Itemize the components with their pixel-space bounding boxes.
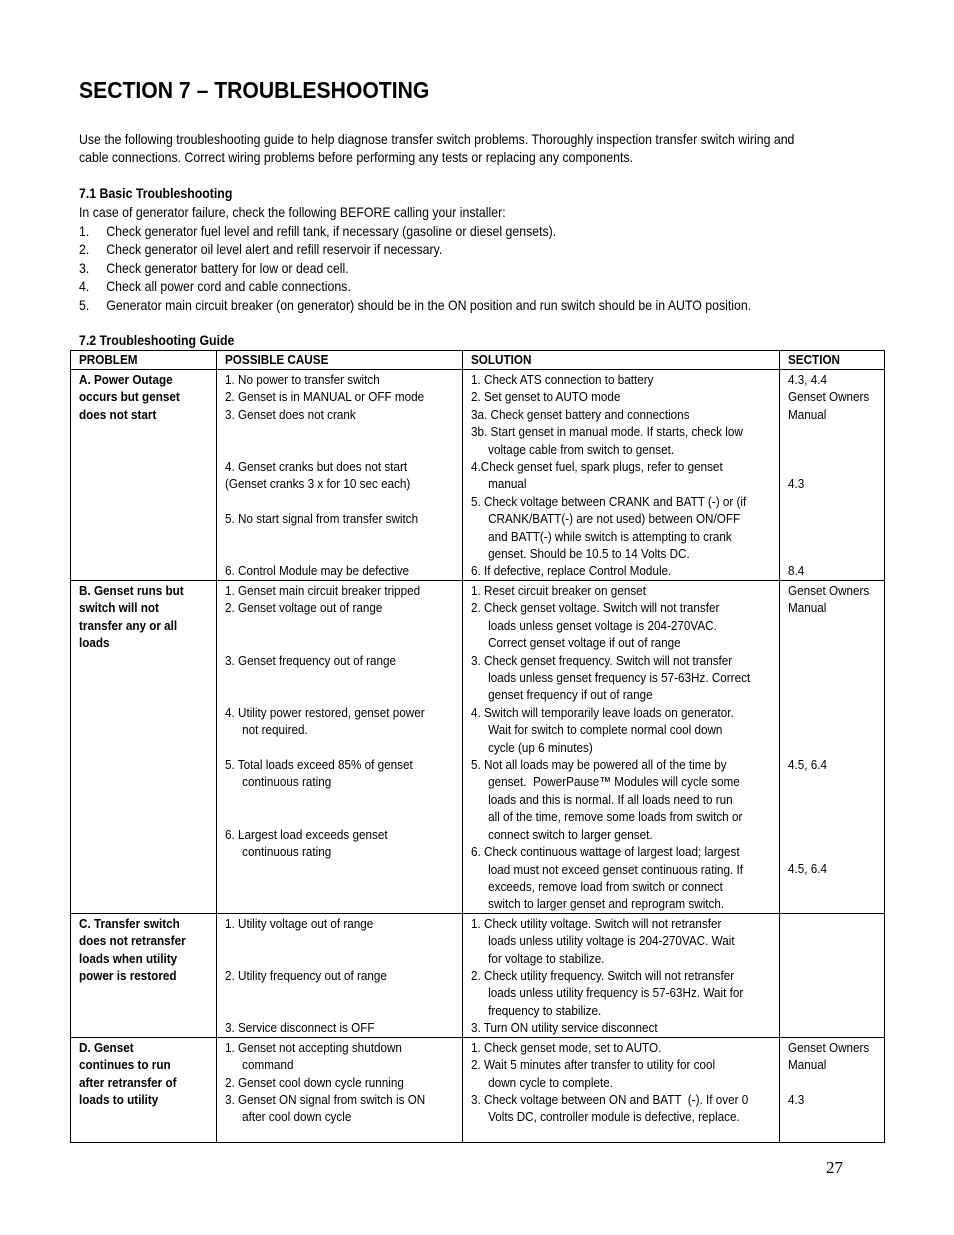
- cell-line: genset. PowerPause™ Modules will cycle some: [488, 774, 740, 790]
- troubleshooting-guide-heading: 7.2 Troubleshooting Guide: [79, 332, 235, 348]
- cell-line: genset frequency if out of range: [488, 687, 653, 703]
- cell-line: 5. Not all loads may be powered all of the time by: [471, 757, 727, 773]
- cell-line: D. Genset: [79, 1039, 134, 1055]
- cell-line: frequency to stabilize.: [488, 1002, 602, 1018]
- cell-line: switch to larger genset and reprogram switch.: [488, 896, 725, 912]
- cell-line: 1. Utility voltage out of range: [225, 915, 374, 931]
- list-text: Check generator oil level alert and refill reservoir if necessary.: [106, 241, 443, 258]
- cell-line: [225, 441, 456, 458]
- cell-line: 4.5, 6.4: [788, 861, 828, 877]
- cell-line: [788, 721, 878, 738]
- table-header-row: [71, 351, 885, 370]
- cell-line: 6. Largest load exceeds genset: [225, 826, 388, 842]
- cell-line: 1. Check utility voltage. Switch will not retransfer: [471, 915, 722, 931]
- cause-cell-content: [225, 915, 456, 1037]
- cell-line: 2. Set genset to AUTO mode: [471, 389, 621, 405]
- cell-line: 4.3, 4.4: [788, 372, 828, 387]
- problem-cell-content: [79, 1039, 210, 1109]
- list-number: 1.: [79, 223, 90, 239]
- cell-line: [788, 634, 878, 651]
- cell-line: 5. Check voltage between CRANK and BATT (-) or (if: [471, 493, 747, 509]
- cell-line: Manual: [788, 406, 827, 422]
- problem-cell-content: [79, 371, 210, 423]
- cell-line: 4.5, 6.4: [788, 756, 828, 772]
- cell-line: occurs but genset: [79, 389, 180, 405]
- cell-line: [788, 669, 878, 686]
- cell-line: continues to run: [79, 1057, 171, 1073]
- cell-line: 8.4: [788, 563, 805, 579]
- cell-line: 1. Check genset mode, set to AUTO.: [471, 1039, 662, 1055]
- header-label: SOLUTION: [471, 352, 532, 367]
- list-item: [79, 296, 751, 314]
- page-number: 27: [826, 1158, 843, 1177]
- section-cell: [780, 581, 885, 914]
- cell-line: for voltage to stabilize.: [488, 950, 605, 966]
- cell-line: [225, 739, 456, 756]
- cell-line: [788, 652, 878, 669]
- cell-line: [225, 686, 456, 703]
- cell-line: [788, 493, 878, 510]
- cell-line: manual: [488, 476, 527, 492]
- list-text: Generator main circuit breaker (on generator) should be in the ON position and run switch should be in AUTO position.: [106, 296, 752, 313]
- cell-line: [225, 617, 456, 634]
- cell-line: [788, 423, 878, 440]
- cell-line: loads: [79, 635, 110, 651]
- list-item: [79, 240, 751, 258]
- list-number: 5.: [79, 296, 90, 313]
- cell-line: [788, 773, 878, 790]
- cell-line: 3. Turn ON utility service disconnect: [471, 1020, 658, 1036]
- cell-line: [225, 984, 456, 1001]
- cell-line: [788, 686, 878, 703]
- cell-line: [225, 808, 456, 825]
- list-number: 2.: [79, 241, 90, 258]
- cell-line: [788, 808, 878, 825]
- cell-line: [788, 441, 878, 458]
- cell-line: Wait for switch to complete normal cool down: [488, 722, 723, 738]
- cell-line: power is restored: [79, 967, 177, 983]
- cell-line: Manual: [788, 600, 827, 616]
- table-row: [71, 913, 885, 1037]
- cell-line: [225, 669, 456, 686]
- header-label: PROBLEM: [79, 352, 138, 367]
- section-cell-content: [788, 582, 878, 878]
- cell-line: loads unless genset frequency is 57-63Hz. Correct: [488, 670, 751, 686]
- cell-line: 4. Utility power restored, genset power: [225, 704, 425, 720]
- cell-line: 3. Genset ON signal from switch is ON: [225, 1091, 426, 1107]
- list-number: 4.: [79, 278, 90, 295]
- table-row: [71, 581, 885, 914]
- cell-line: does not start: [79, 406, 157, 422]
- intro-paragraph: [79, 130, 794, 167]
- cell-line: down cycle to complete.: [488, 1074, 613, 1090]
- cell-line: 1. Genset not accepting shutdown: [225, 1039, 402, 1055]
- problem-cell: [71, 370, 217, 581]
- solution-cell-content: [471, 915, 773, 1037]
- solution-cell-content: [471, 1039, 773, 1126]
- cell-line: cycle (up 6 minutes): [488, 739, 593, 755]
- cell-line: 1. Reset circuit breaker on genset: [471, 583, 646, 598]
- cell-line: C. Transfer switch: [79, 915, 180, 931]
- cause-cell-content: [225, 371, 456, 580]
- cell-line: after retransfer of: [79, 1074, 177, 1090]
- cell-line: [225, 634, 456, 651]
- cell-line: 2. Check utility frequency. Switch will not retransfer: [471, 967, 735, 983]
- cell-line: all of the time, remove some loads from switch or: [488, 809, 743, 825]
- header-label: POSSIBLE CAUSE: [225, 352, 329, 367]
- cell-line: 4.Check genset fuel, spark plugs, refer to genset: [471, 459, 723, 475]
- cell-line: [225, 423, 456, 440]
- cell-line: [788, 545, 878, 562]
- cell-line: 6. Control Module may be defective: [225, 563, 410, 579]
- cell-line: voltage cable from switch to genset.: [488, 441, 675, 457]
- cell-line: [788, 739, 878, 756]
- list-number: 3.: [79, 259, 90, 276]
- solution-cell-content: [471, 371, 773, 580]
- cell-line: genset. Should be 10.5 to 14 Volts DC.: [488, 546, 690, 562]
- cell-line: [788, 458, 878, 475]
- cell-line: [788, 617, 878, 634]
- basic-checklist: [79, 222, 751, 314]
- section-cell-content: [788, 1039, 878, 1109]
- problem-cell: [71, 581, 217, 914]
- cell-line: [225, 1002, 456, 1019]
- cell-line: 6. Check continuous wattage of largest load; largest: [471, 844, 740, 860]
- cell-line: 2. Genset is in MANUAL or OFF mode: [225, 389, 425, 405]
- cell-line: loads unless genset voltage is 204-270VAC.: [488, 617, 717, 633]
- cell-line: and BATT(-) while switch is attempting to crank: [488, 528, 732, 544]
- troubleshooting-table: [70, 350, 885, 1143]
- basic-troubleshooting-lead: In case of generator failure, check the following BEFORE calling your installer:: [79, 204, 506, 220]
- cell-line: 3b. Start genset in manual mode. If starts, check low: [471, 424, 743, 440]
- cell-line: 3. Service disconnect is OFF: [225, 1020, 375, 1036]
- cell-line: Correct genset voltage if out of range: [488, 635, 681, 651]
- cell-line: [225, 932, 456, 949]
- cause-cell-content: [225, 1039, 456, 1126]
- cell-line: 1. Genset main circuit breaker tripped: [225, 583, 421, 598]
- intro-line: cable connections. Correct wiring problems before performing any tests or replacing any components.: [79, 149, 634, 166]
- cell-line: [788, 1074, 878, 1091]
- cell-line: 1. Check ATS connection to battery: [471, 372, 654, 387]
- cause-cell: [217, 581, 463, 914]
- cell-line: transfer any or all: [79, 617, 178, 633]
- cell-line: 3a. Check genset battery and connections: [471, 406, 690, 422]
- cell-line: Manual: [788, 1057, 827, 1073]
- problem-cell: [71, 1037, 217, 1142]
- solution-cell: [463, 370, 780, 581]
- cell-line: 2. Genset voltage out of range: [225, 600, 383, 616]
- cell-line: not required.: [242, 722, 308, 738]
- cell-line: 4. Switch will temporarily leave loads on generator.: [471, 704, 734, 720]
- cell-line: Genset Owners: [788, 1039, 870, 1055]
- table-row: [71, 370, 885, 581]
- cell-line: [225, 545, 456, 562]
- cell-line: 2. Wait 5 minutes after transfer to utility for cool: [471, 1057, 716, 1073]
- cell-line: [788, 704, 878, 721]
- cell-line: [788, 510, 878, 527]
- cell-line: loads unless utility frequency is 57-63Hz. Wait for: [488, 985, 744, 1001]
- cell-line: Genset Owners: [788, 389, 870, 405]
- cell-line: [788, 528, 878, 545]
- basic-troubleshooting-heading: 7.1 Basic Troubleshooting: [79, 185, 233, 201]
- cell-line: B. Genset runs but: [79, 583, 184, 598]
- cell-line: loads when utility: [79, 950, 178, 966]
- cell-line: [788, 791, 878, 808]
- cell-line: 3. Genset frequency out of range: [225, 652, 397, 668]
- list-text: Check all power cord and cable connections.: [106, 278, 351, 295]
- cell-line: [225, 528, 456, 545]
- cell-line: CRANK/BATT(-) are not used) between ON/OFF: [488, 511, 741, 527]
- solution-cell: [463, 1037, 780, 1142]
- section-cell-content: [788, 371, 878, 580]
- section-cell: [780, 913, 885, 1037]
- list-text: Check generator battery for low or dead cell.: [106, 259, 349, 276]
- list-item: [79, 222, 751, 240]
- cell-line: continuous rating: [242, 774, 332, 790]
- column-header-problem: [71, 351, 217, 370]
- cell-line: Genset Owners: [788, 583, 870, 598]
- section-cell: [780, 1037, 885, 1142]
- cell-line: [225, 950, 456, 967]
- cell-line: exceeds, remove load from switch or connect: [488, 878, 723, 894]
- cell-line: 4.3: [788, 1091, 805, 1107]
- solution-cell-content: [471, 582, 773, 913]
- cell-line: 1. No power to transfer switch: [225, 372, 380, 387]
- cell-line: [788, 843, 878, 860]
- cell-line: [225, 493, 456, 510]
- problem-cell-content: [79, 915, 210, 985]
- cell-line: A. Power Outage: [79, 372, 173, 387]
- cause-cell: [217, 1037, 463, 1142]
- column-header-cause: [217, 351, 463, 370]
- table-row: [71, 1037, 885, 1142]
- solution-cell: [463, 581, 780, 914]
- cell-line: loads unless utility voltage is 204-270VAC. Wait: [488, 933, 735, 949]
- cell-line: switch will not: [79, 600, 159, 616]
- cell-line: 3. Genset does not crank: [225, 406, 356, 422]
- cell-line: continuous rating: [242, 843, 332, 859]
- page-title: SECTION 7 – TROUBLESHOOTING: [79, 77, 430, 103]
- cell-line: 2. Utility frequency out of range: [225, 967, 387, 983]
- cell-line: command: [242, 1057, 294, 1073]
- cell-line: 2. Check genset voltage. Switch will not transfer: [471, 600, 720, 616]
- cell-line: does not retransfer: [79, 933, 186, 949]
- list-item: [79, 259, 751, 277]
- cell-line: 3. Check genset frequency. Switch will not transfer: [471, 652, 733, 668]
- intro-line: Use the following troubleshooting guide to help diagnose transfer switch problems. Thoroughly inspection transfer switch wiring and: [79, 131, 795, 147]
- cell-line: 4. Genset cranks but does not start: [225, 459, 408, 474]
- cell-line: 5. Total loads exceed 85% of genset: [225, 756, 413, 772]
- column-header-solution: [463, 351, 780, 370]
- cell-line: loads to utility: [79, 1091, 159, 1107]
- cause-cell: [217, 370, 463, 581]
- cell-line: 3. Check voltage between ON and BATT (-). If over 0: [471, 1091, 749, 1107]
- section-cell: [780, 370, 885, 581]
- list-item: [79, 277, 751, 295]
- cell-line: 5. No start signal from transfer switch: [225, 511, 419, 527]
- cell-line: Volts DC, controller module is defective, replace.: [488, 1109, 740, 1125]
- cell-line: 2. Genset cool down cycle running: [225, 1074, 404, 1090]
- header-label: SECTION: [788, 352, 841, 367]
- cell-line: after cool down cycle: [242, 1109, 352, 1125]
- problem-cell-content: [79, 582, 210, 652]
- list-text: Check generator fuel level and refill tank, if necessary (gasoline or diesel gensets).: [106, 223, 557, 239]
- cell-line: load must not exceed genset continuous rating. If: [488, 861, 744, 877]
- solution-cell: [463, 913, 780, 1037]
- cell-line: (Genset cranks 3 x for 10 sec each): [225, 476, 411, 492]
- cause-cell: [217, 913, 463, 1037]
- problem-cell: [71, 913, 217, 1037]
- cell-line: [788, 826, 878, 843]
- cell-line: 6. If defective, replace Control Module.: [471, 563, 672, 579]
- cell-line: 4.3: [788, 476, 805, 492]
- cell-line: connect switch to larger genset.: [488, 826, 653, 842]
- cell-line: [225, 791, 456, 808]
- cell-line: loads and this is normal. If all loads need to run: [488, 791, 733, 807]
- column-header-section: [780, 351, 885, 370]
- troubleshooting-table-body: [71, 370, 885, 1143]
- cause-cell-content: [225, 582, 456, 860]
